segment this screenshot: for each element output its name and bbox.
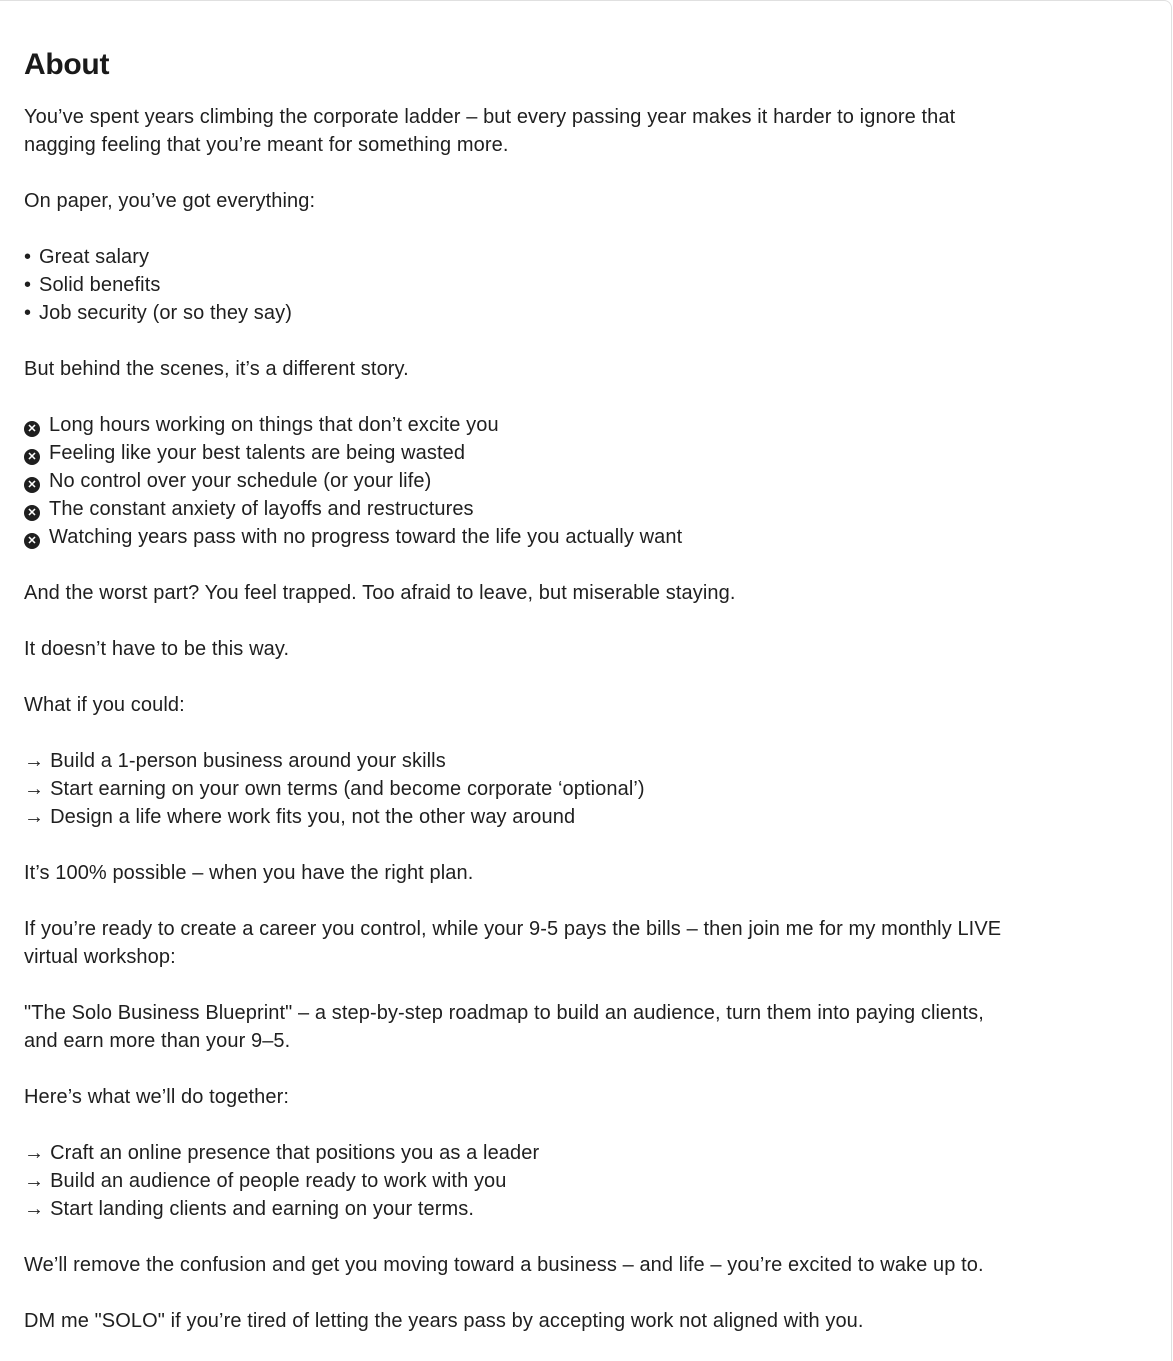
list-item: ✕ Watching years pass with no progress toward the life you actually want [24,523,1144,551]
x-circle-icon: ✕ [24,477,40,493]
ready-text: virtual workshop: [24,946,176,968]
doesnt-text: It doesn’t have to be this way. [24,638,290,660]
arrow-right-icon: → [24,806,45,828]
x-circle-icon: ✕ [24,533,40,549]
list-item: → Build a 1-person business around your skills [24,747,1144,775]
x-circle-icon: ✕ [24,449,40,465]
blueprint-text: and earn more than your 9–5. [24,1030,291,1052]
arrow-right-icon: → [24,1142,45,1164]
section-title: About [24,48,110,81]
arrow-right-icon: → [24,778,45,800]
list-item: • Job security (or so they say) [24,299,1144,327]
behind-text: But behind the scenes, it’s a different story. [24,358,409,380]
list-item: • Solid benefits [24,271,1144,299]
together-text: Here’s what we’ll do together: [24,1086,289,1108]
x-circle-icon: ✕ [24,421,40,437]
list-item: → Design a life where work fits you, not the other way around [24,803,1144,831]
list-item: ✕ Long hours working on things that don’t excite you [24,411,1144,439]
list-item: ✕ Feeling like your best talents are being wasted [24,439,1144,467]
worst-text: And the worst part? You feel trapped. Too afraid to leave, but miserable staying. [24,582,736,604]
list-item: ✕ The constant anxiety of layoffs and restructures [24,495,1144,523]
x-circle-icon: ✕ [24,505,40,521]
intro-line: nagging feeling that you’re meant for something more. [24,134,509,156]
on-paper-text: On paper, you’ve got everything: [24,190,316,212]
blueprint-text: "The Solo Business Blueprint" – a step-by-step roadmap to build an audience, turn them into paying clients, [24,1002,984,1024]
about-text [24,103,1144,1335]
intro-line: You’ve spent years climbing the corporate ladder – but every passing year makes it harder to ignore that [24,106,956,128]
arrow-right-icon: → [24,750,45,772]
bullet-icon: • [24,274,32,296]
bullet-icon: • [24,246,32,268]
arrow-right-icon: → [24,1198,45,1220]
arrow-right-icon: → [24,1170,45,1192]
list-item: ✕ No control over your schedule (or your life) [24,467,1144,495]
list-item: → Build an audience of people ready to work with you [24,1167,1144,1195]
ready-text: If you’re ready to create a career you control, while your 9-5 pays the bills – then join me for my monthly LIVE [24,918,1002,940]
list-item: → Start landing clients and earning on your terms. [24,1195,1144,1223]
bullet-icon: • [24,302,32,324]
list-item: → Start earning on your own terms (and become corporate ‘optional’) [24,775,1144,803]
list-item: → Craft an online presence that positions you as a leader [24,1139,1144,1167]
list-item: • Great salary [24,243,1144,271]
dm-text: DM me "SOLO" if you’re tired of letting the years pass by accepting work not aligned with you. [24,1310,864,1332]
possible-text: It’s 100% possible – when you have the right plan. [24,862,474,884]
what-if-text: What if you could: [24,694,185,716]
remove-text: We’ll remove the confusion and get you moving toward a business – and life – you’re excited to wake up to. [24,1254,984,1276]
